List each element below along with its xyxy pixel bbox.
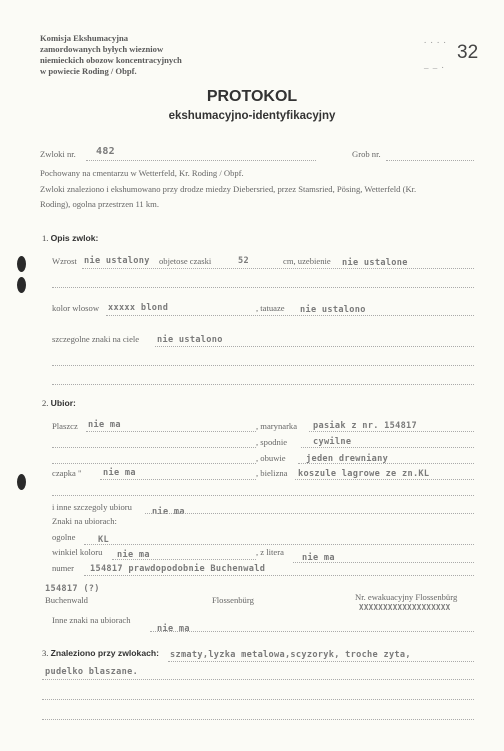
flossenburg-label: Flossenbürg [212,595,254,605]
znaleziono-text-line2: Roding), ogolna przestrzen 11 km. [40,199,160,209]
fill-line [86,431,256,432]
plaszcz-value: nie ma [88,420,121,430]
czapka-label-text: czapka [52,468,76,478]
fill-line [145,513,474,514]
tatuaze-label: , tatuaze [256,303,285,313]
marynarka-label: , marynarka [256,421,298,431]
inne-szczegoly-value: nie ma [152,507,185,517]
kolor-label: kolor wlosow [52,303,100,313]
buchenwald-label: Buchenwald [45,595,88,605]
grob-label: Grob nr. [352,149,381,159]
bielizna-label: , bielizna [256,468,288,478]
wzrost-value: nie ustalony [84,256,150,266]
fill-line [168,661,474,662]
znaleziono-value-line1: szmaty,lyzka metalowa,scyzoryk, troche zyta, [170,650,411,660]
fill-line [309,431,474,432]
numer-label: numer [52,563,74,573]
page-number: 32 [457,42,479,63]
punch-hole [17,277,26,293]
section-number: 3. [42,648,49,658]
org-line: Komisja Ekshumacyjna [40,33,129,43]
spodnie-value: cywilne [313,437,352,447]
margin-marks: _ _ . [424,60,445,70]
objetosc-value: 52 [238,256,249,266]
fill-line [42,719,474,720]
number-note: 154817 (?) [45,584,100,594]
fill-line [52,287,474,288]
marynarka-value: pasiak z nr. 154817 [313,421,418,431]
fill-line [52,495,474,496]
obuwie-label: , obuwie [256,453,286,463]
margin-marks: . . . . [424,35,447,45]
czapka-label: czapka " [52,468,82,478]
kolor-value: xxxxx blond [108,303,169,313]
section-opis-heading [42,233,98,243]
fill-line [52,463,256,464]
numer-value: 154817 prawdopodobnie Buchenwald [90,564,266,574]
winkiel-value: nie ma [117,550,150,560]
znaleziono-text-line1: Zwloki znaleziono i ekshumowano przy drodze miedzy Diebersried, przez Stamsried, Pösing, Wetterfeld (Kr. [40,184,417,194]
ogolne-label: ogolne [52,532,76,542]
tatuaze-value: nie ustalono [300,305,366,315]
org-line: zamordowanych byłych wiezniow [40,44,164,54]
ewakuacyjny-label: Nr. ewakuacyjny Flossenbürg [355,592,458,602]
wzrost-label: Wzrost [52,256,77,266]
inne-znaki-value: nie ma [157,624,190,634]
document-title: PROTOKOL [206,88,298,105]
section-title: Znaleziono przy zwlokach: [50,648,160,658]
fill-line [86,160,316,161]
znaki-label: szczegolne znaki na ciele [52,334,140,344]
section-title: Opis zwlok: [50,233,99,243]
fill-line [42,679,474,680]
czapka-value: nie ma [103,468,136,478]
objetosc-label: objetose czaski [159,256,212,266]
fill-line [301,447,474,448]
fill-line [155,346,474,347]
section-number: 1. [42,233,49,243]
znaki-value: nie ustalono [157,335,223,345]
inne-znaki-label: Inne znaki na ubiorach [52,615,131,625]
fill-line [295,479,474,480]
zwloki-value: 482 [96,146,115,157]
znaki-ubior-label: Znaki na ubiorach: [52,516,117,526]
pochowany-text: Pochowany na cmentarzu w Wetterfeld, Kr. Roding / Obpf. [40,168,244,178]
cm-label: cm, uzebienie [283,256,331,266]
section-title: Ubior: [50,398,76,408]
znaleziono-value-line2: pudelko blaszane. [45,667,139,677]
winkiel-label: winkiel koloru [52,547,103,557]
inne-szczegoly-label: i inne szczegoly ubioru [52,502,132,512]
ogolne-value: KL [98,535,109,545]
fill-line [386,160,474,161]
fill-line [112,559,256,560]
fill-line [293,562,474,563]
fill-line [84,575,474,576]
spodnie-label: , spodnie [256,437,288,447]
bielizna-value: koszule lagrowe ze zn.KL [298,469,430,479]
fill-line [82,268,474,269]
litera-value: nie ma [302,553,335,563]
document-subtitle: ekshumacyjno-identyfikacyjny [168,110,336,122]
section-ubior-heading [42,398,76,408]
ewakuacyjny-value: XXXXXXXXXXXXXXXXXXX [359,603,451,612]
fill-line [84,544,474,545]
section-znaleziono-heading [42,648,159,658]
fill-line [42,699,474,700]
fill-line [100,479,256,480]
section-number: 2. [42,398,49,408]
fill-line [106,315,474,316]
obuwie-value: jeden drewniany [306,454,389,464]
organization-block [40,33,182,77]
zwloki-label: Zwloki nr. [40,149,76,159]
org-line: w powiecie Roding / Obpf. [40,66,137,76]
fill-line [52,384,474,385]
litera-label: , z litera [256,547,284,557]
punch-hole [17,256,26,272]
fill-line [52,447,256,448]
fill-line [298,463,474,464]
org-line: niemieckich obozow koncentracyjnych [40,55,182,65]
fill-line [52,365,474,366]
fill-line [150,631,474,632]
uzebienie-value: nie ustalone [342,258,408,268]
plaszcz-label: Plaszcz [52,421,78,431]
punch-hole [17,474,26,490]
